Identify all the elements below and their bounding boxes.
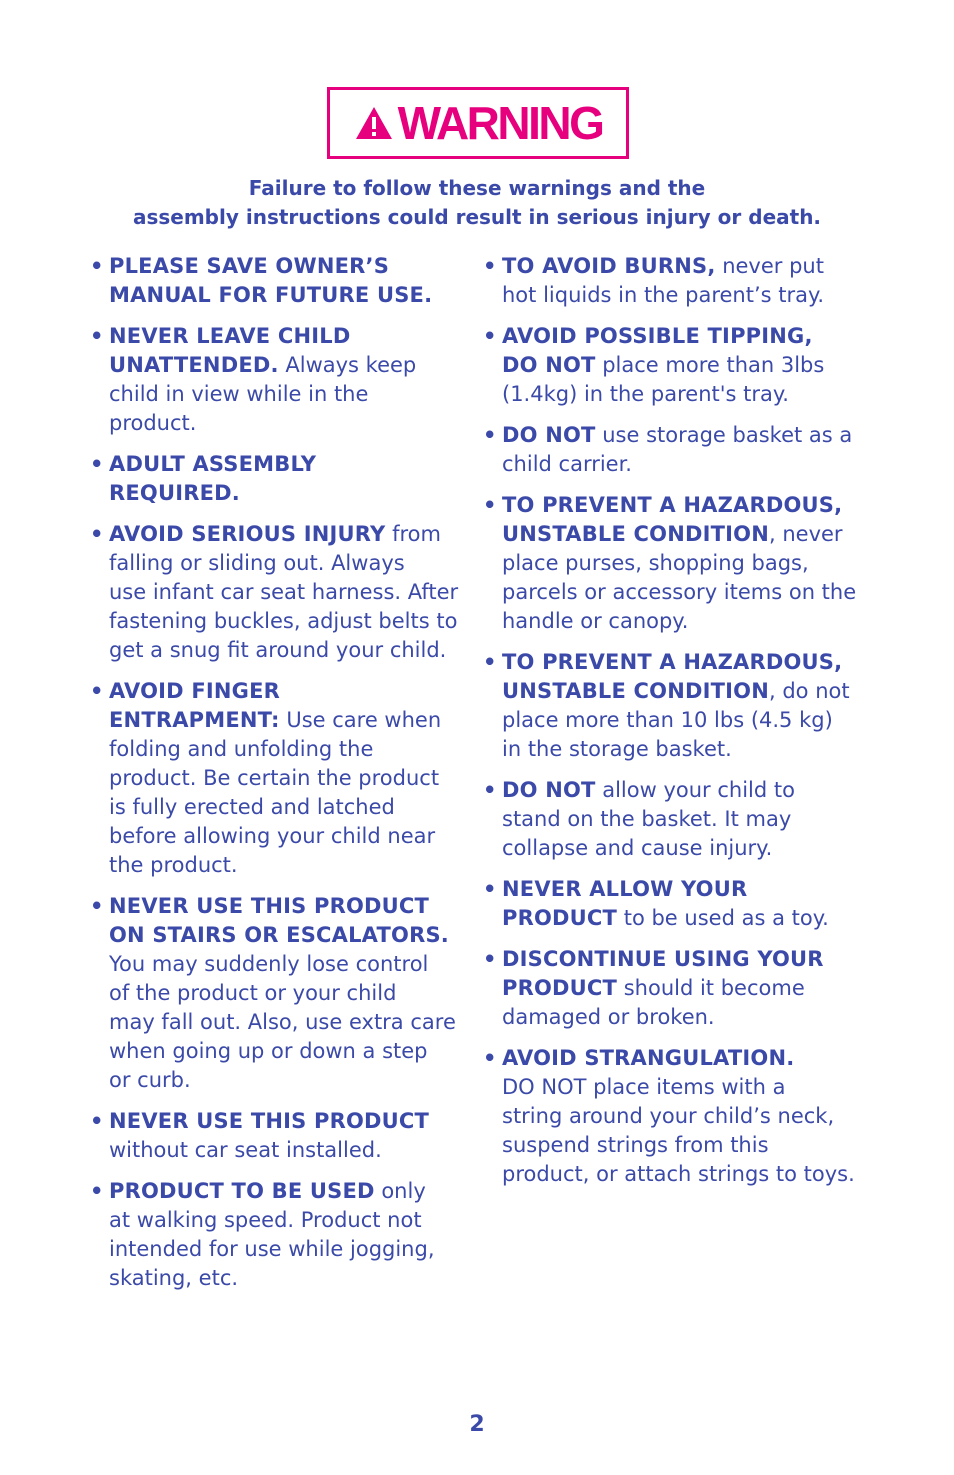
warning-banner <box>327 87 629 159</box>
warning-item-heading: AVOID POSSIBLE TIPPING, DO NOT <box>502 324 813 377</box>
bullet-glyph: • <box>483 493 497 517</box>
warning-item-heading: PLEASE SAVE OWNER’S MANUAL FOR FUTURE USE. <box>109 254 433 307</box>
warning-item <box>90 322 462 438</box>
warning-item-text: from falling or sliding out. Always use infant car seat harness. After fastening buckles, adjust belts to get a snug fit around your child. <box>109 522 459 662</box>
warning-item <box>483 776 873 863</box>
warning-item <box>90 892 462 1095</box>
warning-item-text: You may suddenly lose control of the product or your child may fall out. Also, use extra care when going up or down a step or curb. <box>109 952 456 1092</box>
bullet-glyph: • <box>483 650 497 674</box>
intro-line-2: assembly instructions could result in serious injury or death. <box>132 205 822 229</box>
warning-item <box>483 491 873 636</box>
warning-item <box>90 252 462 310</box>
warning-item-heading: AVOID SERIOUS INJURY <box>109 522 386 546</box>
warning-item-text: place more than 3lbs (1.4kg) in the parent's tray. <box>502 353 825 406</box>
bullet-glyph: • <box>483 778 497 802</box>
bullet-glyph: • <box>90 452 104 476</box>
warning-item-heading: NEVER ALLOW YOUR PRODUCT <box>502 877 748 930</box>
warning-item-heading: AVOID STRANGULATION. <box>502 1046 795 1070</box>
bullet-glyph: • <box>483 947 497 971</box>
bullet-glyph: • <box>483 877 497 901</box>
warning-item-heading: NEVER USE THIS PRODUCT ON STAIRS OR ESCALATORS. <box>109 894 449 947</box>
bullet-glyph: • <box>483 1046 497 1070</box>
bullet-glyph: • <box>90 679 104 703</box>
warning-item <box>90 520 462 665</box>
intro-statement <box>60 174 894 232</box>
warning-item-text: , do not place more than 10 lbs (4.5 kg) in the storage basket. <box>502 679 850 761</box>
warning-item <box>90 1177 462 1293</box>
warning-item-text: DO NOT place items with a string around your child’s neck, suspend strings from this product, or attach strings to toys. <box>502 1075 855 1186</box>
warning-banner-content <box>354 97 603 149</box>
warning-triangle-icon <box>354 105 394 141</box>
bullet-glyph: • <box>90 254 104 278</box>
warning-item <box>483 322 873 409</box>
warning-item-heading: ADULT ASSEMBLY REQUIRED. <box>109 452 317 505</box>
warning-item-heading: DO NOT <box>502 778 596 802</box>
bullet-glyph: • <box>90 1179 104 1203</box>
warning-item-text: without car seat installed. <box>109 1138 382 1162</box>
bullet-glyph: • <box>483 423 497 447</box>
warning-item-heading: DO NOT <box>502 423 596 447</box>
warning-item-heading: PRODUCT TO BE USED <box>109 1179 375 1203</box>
warning-item <box>90 450 462 508</box>
warning-item-heading: TO PREVENT A HAZARDOUS, UNSTABLE CONDITION <box>502 493 843 546</box>
warning-item <box>483 875 873 933</box>
warning-item-heading: NEVER LEAVE CHILD UNATTENDED. <box>109 324 351 377</box>
warning-item-text: Always keep child in view while in the product. <box>109 353 417 435</box>
warning-title: WARNING <box>397 97 603 149</box>
bullet-glyph: • <box>90 522 104 546</box>
page-number: 2 <box>469 1412 485 1437</box>
warning-item-heading: AVOID FINGER ENTRAPMENT: <box>109 679 281 732</box>
right-warning-column <box>483 252 873 1201</box>
warning-item <box>483 421 873 479</box>
warning-item <box>90 677 462 880</box>
warning-item <box>483 1044 873 1189</box>
intro-line-1: Failure to follow these warnings and the <box>248 176 706 200</box>
warning-item <box>483 252 873 310</box>
bullet-glyph: • <box>90 1109 104 1133</box>
bullet-glyph: • <box>90 324 104 348</box>
warning-item-text: should it become damaged or broken. <box>502 976 805 1029</box>
bullet-glyph: • <box>483 254 497 278</box>
warning-item-heading: TO PREVENT A HAZARDOUS, UNSTABLE CONDITION <box>502 650 843 703</box>
warning-item-text: only at walking speed. Product not intended for use while jogging, skating, etc. <box>109 1179 435 1290</box>
warning-item-text: use storage basket as a child carrier. <box>502 423 853 476</box>
warning-item-heading: TO AVOID BURNS, <box>502 254 716 278</box>
warning-item-heading: DISCONTINUE USING YOUR PRODUCT <box>502 947 824 1000</box>
warning-item-text: to be used as a toy. <box>617 906 829 930</box>
left-warning-column <box>90 252 462 1305</box>
bullet-glyph: • <box>483 324 497 348</box>
warning-item <box>483 648 873 764</box>
warning-item-text: never put hot liquids in the parent’s tray. <box>502 254 825 307</box>
warning-item-text: , never place purses, shopping bags, parcels or accessory items on the handle or canopy. <box>502 522 857 633</box>
warning-item <box>483 945 873 1032</box>
warning-item-heading: NEVER USE THIS PRODUCT <box>109 1109 430 1133</box>
warning-item-text: allow your child to stand on the basket. It may collapse and cause injury. <box>502 778 795 860</box>
warning-item <box>90 1107 462 1165</box>
bullet-glyph: • <box>90 894 104 918</box>
warning-item-text: Use care when folding and unfolding the product. Be certain the product is fully erected and latched before allowing your child near the product. <box>109 708 442 877</box>
